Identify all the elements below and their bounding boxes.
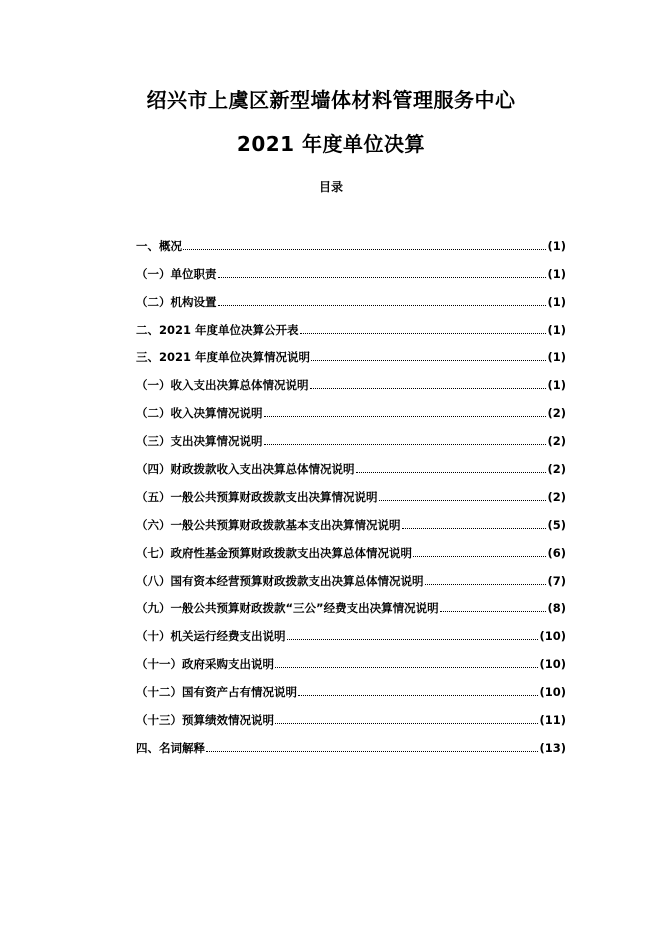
toc-leader-dots bbox=[183, 249, 546, 250]
toc-entry-label: （九）一般公共预算财政拨款“三公”经费支出决算情况说明 bbox=[136, 601, 439, 616]
toc-entry-label: （三）支出决算情况说明 bbox=[136, 434, 263, 449]
toc-entry[interactable] bbox=[136, 368, 566, 396]
toc-entry[interactable] bbox=[136, 536, 566, 564]
toc-entry-page: (11) bbox=[539, 713, 566, 728]
table-of-contents bbox=[136, 229, 566, 759]
toc-entry-page: (2) bbox=[547, 434, 566, 449]
toc-entry-page: (10) bbox=[539, 629, 566, 644]
toc-entry[interactable] bbox=[136, 619, 566, 647]
toc-entry-page: (2) bbox=[547, 489, 566, 504]
toc-leader-dots bbox=[218, 305, 547, 306]
toc-entry-label: （二）收入决算情况说明 bbox=[136, 406, 263, 421]
toc-entry-page: (2) bbox=[547, 406, 566, 421]
toc-entry-label: （四）财政拨款收入支出决算总体情况说明 bbox=[136, 462, 355, 477]
toc-entry[interactable] bbox=[136, 424, 566, 452]
toc-leader-dots bbox=[425, 584, 547, 585]
toc-entry[interactable] bbox=[136, 703, 566, 731]
toc-entry-page: (2) bbox=[547, 462, 566, 477]
toc-entry-page: (1) bbox=[547, 266, 566, 281]
toc-entry-label: （十二）国有资产占有情况说明 bbox=[136, 685, 297, 700]
toc-entry-label: 三、2021 年度单位决算情况说明 bbox=[136, 350, 311, 365]
toc-entry-page: (1) bbox=[547, 350, 566, 365]
document-subtitle-year: 2021 年度单位决算 bbox=[236, 132, 426, 156]
toc-entry-page: (13) bbox=[539, 740, 566, 755]
toc-heading: 目录 bbox=[318, 180, 343, 194]
toc-entry[interactable] bbox=[136, 229, 566, 257]
toc-entry[interactable] bbox=[136, 675, 566, 703]
toc-entry-page: (1) bbox=[547, 378, 566, 393]
toc-entry[interactable] bbox=[136, 647, 566, 675]
toc-entry[interactable] bbox=[136, 592, 566, 620]
toc-leader-dots bbox=[275, 723, 538, 724]
toc-entry-page: (1) bbox=[547, 294, 566, 309]
toc-leader-dots bbox=[413, 556, 546, 557]
toc-entry-page: (6) bbox=[547, 545, 566, 560]
toc-entry-label: （十一）政府采购支出说明 bbox=[136, 657, 274, 672]
toc-entry-page: (7) bbox=[547, 573, 566, 588]
toc-leader-dots bbox=[402, 528, 547, 529]
toc-entry[interactable] bbox=[136, 396, 566, 424]
toc-leader-dots bbox=[264, 416, 547, 417]
toc-leader-dots bbox=[311, 360, 546, 361]
toc-entry-label: （五）一般公共预算财政拨款支出决算情况说明 bbox=[136, 489, 378, 504]
toc-leader-dots bbox=[206, 751, 538, 752]
document-title: 绍兴市上虞区新型墙体材料管理服务中心 bbox=[146, 88, 516, 112]
toc-entry-label: 一、概况 bbox=[136, 238, 182, 253]
toc-entry-label: （二）机构设置 bbox=[136, 294, 217, 309]
toc-entry-page: (10) bbox=[539, 657, 566, 672]
toc-leader-dots bbox=[310, 388, 547, 389]
toc-entry-page: (10) bbox=[539, 685, 566, 700]
toc-leader-dots bbox=[300, 333, 547, 334]
toc-entry[interactable] bbox=[136, 341, 566, 369]
toc-entry-label: （七）政府性基金预算财政拨款支出决算总体情况说明 bbox=[136, 545, 412, 560]
toc-entry-page: (5) bbox=[547, 517, 566, 532]
toc-entry[interactable] bbox=[136, 257, 566, 285]
toc-entry-label: （一）收入支出决算总体情况说明 bbox=[136, 378, 309, 393]
toc-entry-label: （八）国有资本经营预算财政拨款支出决算总体情况说明 bbox=[136, 573, 424, 588]
toc-leader-dots bbox=[264, 444, 547, 445]
toc-entry-label: 四、名词解释 bbox=[136, 740, 205, 755]
toc-leader-dots bbox=[440, 611, 547, 612]
toc-leader-dots bbox=[356, 472, 547, 473]
toc-entry-label: （六）一般公共预算财政拨款基本支出决算情况说明 bbox=[136, 517, 401, 532]
toc-leader-dots bbox=[218, 277, 547, 278]
toc-leader-dots bbox=[287, 639, 539, 640]
toc-entry-label: （十三）预算绩效情况说明 bbox=[136, 713, 274, 728]
toc-entry-label: （一）单位职责 bbox=[136, 266, 217, 281]
toc-leader-dots bbox=[275, 667, 538, 668]
toc-entry-page: (1) bbox=[547, 322, 566, 337]
toc-entry[interactable] bbox=[136, 508, 566, 536]
toc-entry-page: (8) bbox=[547, 601, 566, 616]
toc-entry[interactable] bbox=[136, 452, 566, 480]
toc-entry[interactable] bbox=[136, 480, 566, 508]
toc-entry-label: 二、2021 年度单位决算公开表 bbox=[136, 322, 299, 337]
toc-entry[interactable] bbox=[136, 731, 566, 759]
toc-leader-dots bbox=[298, 695, 538, 696]
toc-entry-page: (1) bbox=[547, 238, 566, 253]
toc-entry[interactable] bbox=[136, 564, 566, 592]
toc-entry-label: （十）机关运行经费支出说明 bbox=[136, 629, 286, 644]
toc-leader-dots bbox=[379, 500, 547, 501]
toc-entry[interactable] bbox=[136, 313, 566, 341]
toc-entry[interactable] bbox=[136, 285, 566, 313]
